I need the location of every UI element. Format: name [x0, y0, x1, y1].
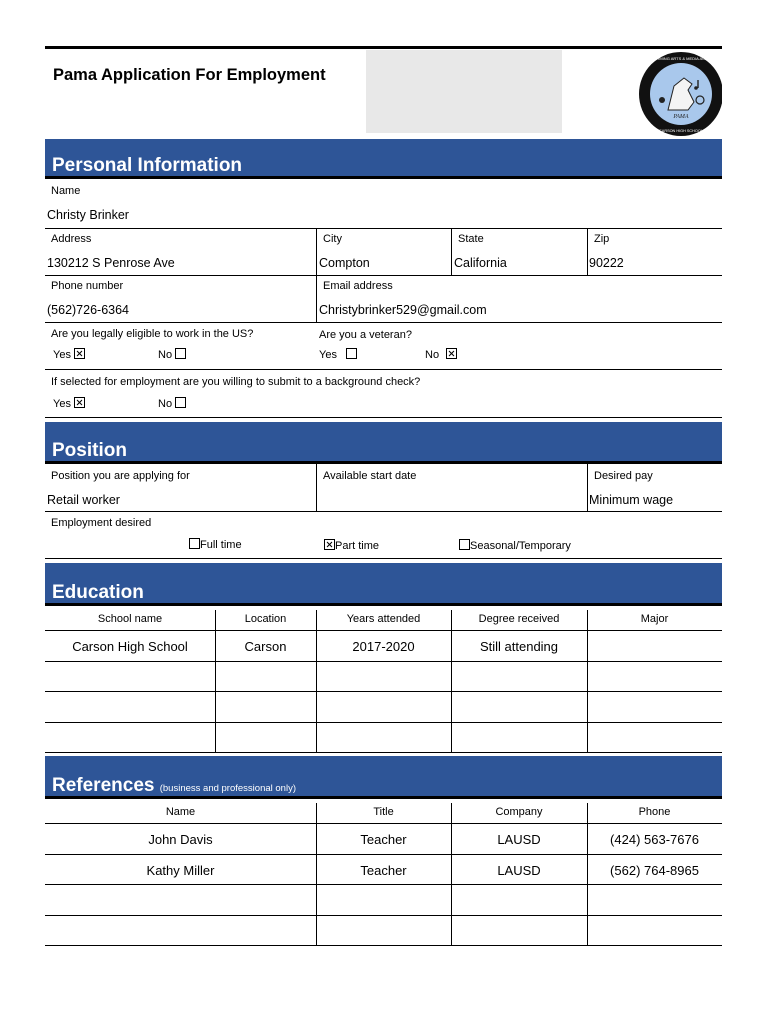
references-subheading: (business and professional only) [159, 783, 296, 794]
seasonal-checkbox[interactable] [459, 539, 470, 550]
pama-logo [638, 50, 722, 136]
references-header-cell: Title [373, 806, 394, 818]
name-label: Name [51, 185, 81, 197]
divider [587, 464, 588, 511]
divider [45, 722, 722, 723]
divider [45, 752, 722, 753]
divider [45, 691, 722, 692]
veteran-question: Are you a veteran? [319, 329, 412, 341]
city-label: City [323, 233, 342, 245]
veteran-yes-checkbox[interactable] [346, 348, 357, 359]
education-heading: Education [52, 582, 144, 603]
divider [45, 854, 722, 855]
pay-value[interactable]: Minimum wage [589, 493, 674, 507]
svg-text:PERFORMING ARTS & MEDIA ACADEM: PERFORMING ARTS & MEDIA ACADEMY [642, 56, 720, 61]
divider [45, 884, 722, 885]
references-heading-wrap [52, 775, 296, 797]
education-cell[interactable]: Still attending [479, 639, 559, 654]
education-header-cell: Major [640, 613, 669, 625]
background-yes: Yes [53, 397, 85, 410]
background-question: If selected for employment are you willing to submit to a background check? [51, 376, 421, 388]
references-cell[interactable]: (424) 563-7676 [610, 832, 699, 847]
personal-info-banner [45, 139, 722, 179]
divider [451, 610, 452, 752]
applying-value[interactable]: Retail worker [47, 493, 120, 507]
divider [451, 228, 452, 275]
divider [587, 610, 588, 752]
education-header-cell: School name [97, 613, 163, 625]
eligible-no-checkbox[interactable] [175, 348, 186, 359]
pay-label: Desired pay [594, 470, 653, 482]
applying-label: Position you are applying for [51, 470, 190, 482]
veteran-yes: Yes [319, 348, 357, 361]
divider [45, 322, 722, 323]
divider [45, 369, 722, 370]
personal-info-heading: Personal Information [52, 155, 243, 176]
name-value[interactable]: Christy Brinker [47, 208, 129, 222]
zip-label: Zip [594, 233, 610, 245]
references-cell[interactable]: John Davis [148, 832, 213, 847]
background-yes-checkbox[interactable] [74, 397, 85, 408]
header-gray-box [366, 50, 562, 133]
email-value[interactable]: Christybrinker529@gmail.com [319, 303, 487, 317]
eligible-no: No [158, 348, 186, 361]
divider [45, 228, 722, 229]
form-title: Pama Application For Employment [53, 66, 326, 84]
top-rule [45, 46, 722, 49]
eligible-question: Are you legally eligible to work in the US? [51, 328, 254, 340]
background-no: No [158, 397, 186, 410]
part-time-option: Part time [324, 539, 379, 552]
veteran-no: No [425, 348, 457, 361]
position-heading: Position [52, 440, 127, 461]
background-no-checkbox[interactable] [175, 397, 186, 408]
seasonal-option: Seasonal/Temporary [459, 539, 571, 552]
divider [45, 630, 722, 631]
divider [316, 610, 317, 752]
email-label: Email address [323, 280, 393, 292]
divider [45, 915, 722, 916]
part-time-checkbox[interactable] [324, 539, 335, 550]
references-header-cell: Phone [638, 806, 671, 818]
divider [316, 464, 317, 511]
references-cell[interactable]: LAUSD [497, 862, 541, 878]
veteran-no-checkbox[interactable] [446, 348, 457, 359]
education-banner [45, 563, 722, 606]
education-header-cell: Years attended [346, 613, 421, 625]
employment-label: Employment desired [51, 517, 152, 529]
divider [45, 945, 722, 946]
education-header-cell: Location [244, 613, 287, 625]
full-time-option: Full time [189, 538, 242, 551]
divider [45, 558, 722, 559]
full-time-checkbox[interactable] [189, 538, 200, 549]
education-cell[interactable]: 2017-2020 [352, 639, 415, 654]
references-banner [45, 756, 722, 799]
divider [45, 417, 722, 418]
education-cell[interactable]: Carson High School [72, 639, 188, 654]
divider [45, 661, 722, 662]
divider [587, 228, 588, 275]
state-label: State [458, 233, 484, 245]
svg-text:CARSON HIGH SCHOOL: CARSON HIGH SCHOOL [659, 129, 703, 133]
references-cell[interactable]: Teacher [360, 862, 407, 878]
phone-value[interactable]: (562)726-6364 [47, 303, 130, 317]
start-date-label: Available start date [323, 470, 417, 482]
divider [215, 610, 216, 752]
divider [45, 275, 722, 276]
position-banner [45, 422, 722, 464]
city-value[interactable]: Compton [319, 256, 370, 270]
references-header-cell: Name [165, 806, 196, 818]
references-cell[interactable]: Kathy Miller [146, 862, 215, 878]
references-cell[interactable]: LAUSD [497, 832, 541, 847]
divider [45, 511, 722, 512]
svg-text:PAMA: PAMA [673, 114, 689, 120]
references-cell[interactable]: Teacher [360, 832, 407, 847]
references-heading: References [52, 775, 155, 796]
phone-label: Phone number [51, 280, 124, 292]
address-value[interactable]: 130212 S Penrose Ave [47, 256, 175, 270]
address-label: Address [51, 233, 92, 245]
references-cell[interactable]: (562) 764-8965 [610, 862, 699, 878]
divider [45, 823, 722, 824]
references-header-cell: Company [495, 806, 543, 818]
divider [587, 803, 588, 945]
divider [451, 803, 452, 945]
eligible-yes-checkbox[interactable] [74, 348, 85, 359]
education-header-cell: Degree received [478, 613, 560, 625]
zip-value[interactable]: 90222 [589, 256, 624, 270]
education-cell[interactable]: Carson [244, 639, 287, 654]
eligible-yes: Yes [53, 348, 85, 361]
divider [316, 803, 317, 945]
state-value[interactable]: California [454, 256, 507, 270]
